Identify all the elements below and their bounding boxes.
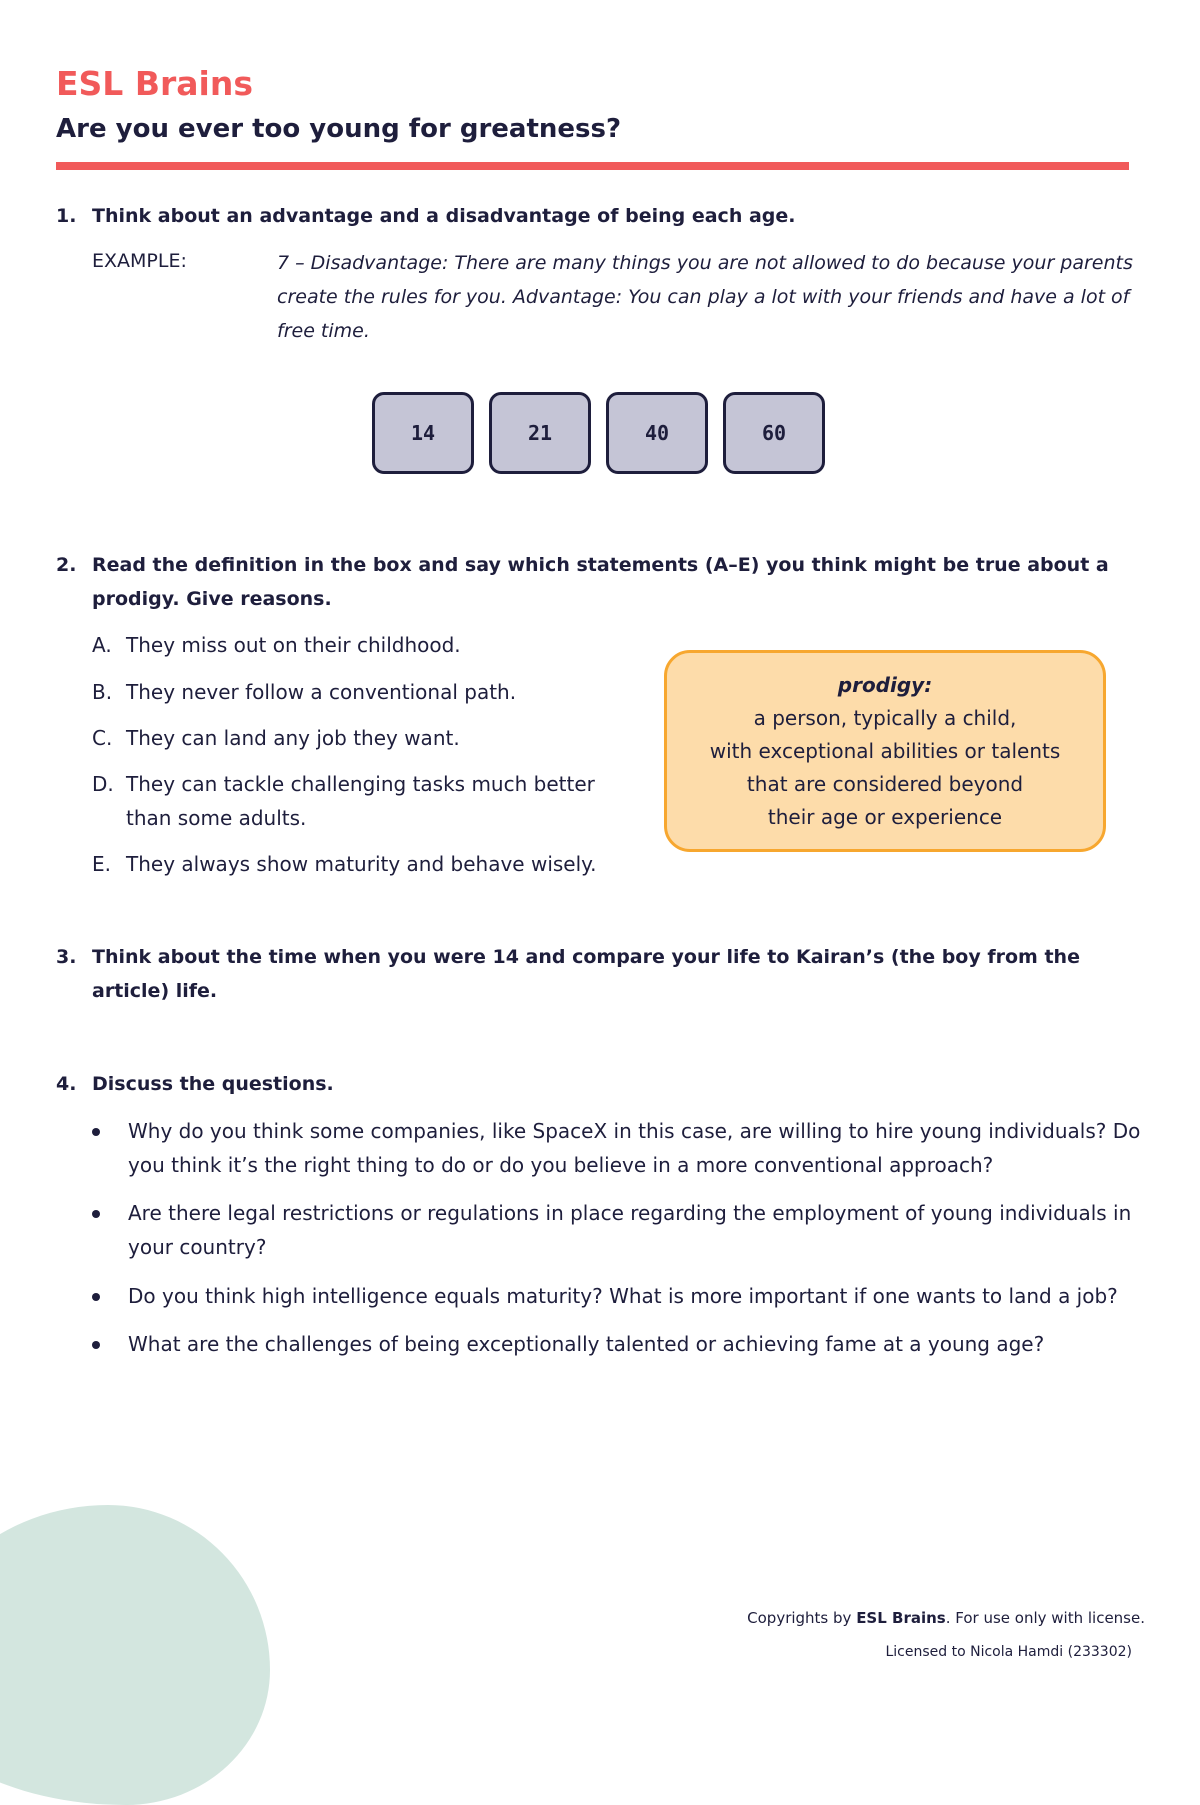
bullet-text: Do you think high intelligence equals maturity? What is more important if one wants to land a job?	[128, 1284, 1118, 1308]
q2-text: Read the definition in the box and say which statements (A–E) you think might be true about a prodigy. Give reasons.	[92, 554, 1109, 610]
copyright-prefix: Copyrights by	[747, 1609, 857, 1627]
age-box-14: 14	[372, 392, 474, 474]
age-box-21: 21	[489, 392, 591, 474]
statement-text: They always show maturity and behave wisely.	[126, 852, 597, 876]
definition-term: prodigy:	[837, 673, 933, 697]
discussion-bullet	[92, 1196, 1152, 1264]
statement-text: They never follow a conventional path.	[126, 680, 517, 704]
age-box-60: 60	[723, 392, 825, 474]
definition-box	[664, 650, 1106, 852]
q2-number: 2.	[56, 554, 77, 576]
statement-c	[92, 721, 460, 755]
definition-line: with exceptional abilities or talents	[709, 739, 1061, 763]
definition-line: that are considered beyond	[746, 772, 1024, 796]
statement-d	[92, 767, 646, 835]
q3-text: Think about the time when you were 14 and compare your life to Kairan’s (the boy from the article) life.	[92, 946, 1080, 1002]
decorative-blob	[0, 1505, 270, 1805]
bullet-text: Are there legal restrictions or regulations in place regarding the employment of young individuals in your country?	[128, 1201, 1132, 1259]
page-title: Are you ever too young for greatness?	[56, 114, 622, 144]
license-notice: Licensed to Nicola Hamdi (233302)	[885, 1644, 1132, 1660]
statement-letter: C.	[92, 726, 113, 750]
statement-letter: B.	[92, 680, 113, 704]
bullet-icon	[92, 1128, 100, 1136]
definition-line: a person, typically a child,	[753, 706, 1017, 730]
q4-text: Discuss the questions.	[92, 1073, 334, 1095]
example-label: EXAMPLE:	[92, 250, 187, 272]
bullet-icon	[92, 1341, 100, 1349]
discussion-bullet	[92, 1279, 1152, 1313]
statement-letter: A.	[92, 633, 112, 657]
copyright-brand: ESL Brains	[856, 1609, 946, 1627]
q1-text: Think about an advantage and a disadvantage of being each age.	[92, 205, 796, 227]
brand-logo: ESL Brains	[56, 64, 253, 103]
bullet-icon	[92, 1293, 100, 1301]
discussion-bullet	[92, 1114, 1152, 1182]
bullet-text: What are the challenges of being exceptionally talented or achieving fame at a young age?	[128, 1332, 1045, 1356]
definition-line: their age or experience	[767, 805, 1003, 829]
header-divider	[56, 162, 1129, 170]
statement-e	[92, 847, 597, 881]
statement-b	[92, 675, 516, 709]
copyright-suffix: . For use only with license.	[945, 1609, 1145, 1627]
bullet-text: Why do you think some companies, like SpaceX in this case, are willing to hire young individuals? Do you think it’s the right thing to do or do you believe in a more conventional approach?	[128, 1119, 1141, 1177]
age-box-40: 40	[606, 392, 708, 474]
statement-text: They can land any job they want.	[126, 726, 460, 750]
example-text: 7 – Disadvantage: There are many things you are not allowed to do because your parents create the rules for you. Advantage: You can play a lot with your friends and have a lot of free time.	[277, 252, 1133, 342]
q1-number: 1.	[56, 205, 77, 227]
statement-a	[92, 628, 461, 662]
q3-number: 3.	[56, 946, 77, 968]
copyright-notice	[747, 1609, 1145, 1627]
bullet-icon	[92, 1210, 100, 1218]
statement-text: They miss out on their childhood.	[126, 633, 461, 657]
q4-number: 4.	[56, 1073, 77, 1095]
statement-letter: E.	[92, 852, 111, 876]
statement-text: They can tackle challenging tasks much better than some adults.	[126, 772, 595, 830]
discussion-bullet	[92, 1327, 1152, 1361]
statement-letter: D.	[92, 772, 114, 796]
